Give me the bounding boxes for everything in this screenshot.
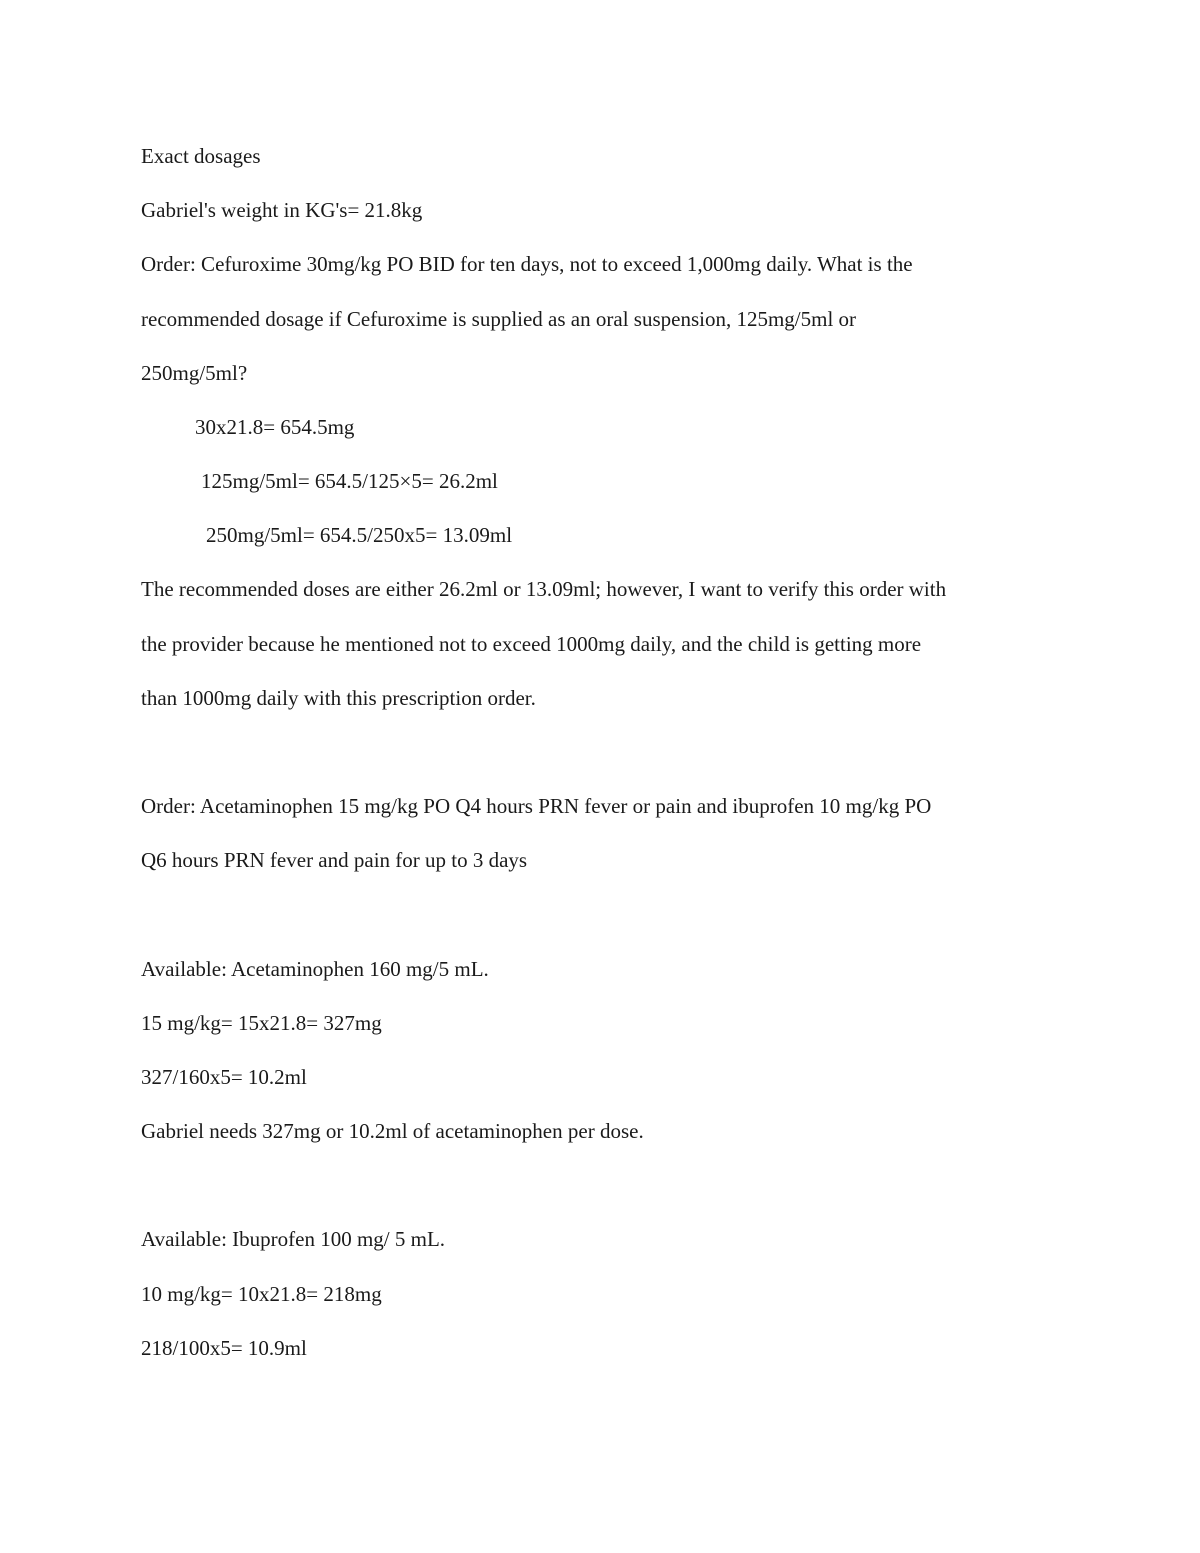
recommendation-line-3: than 1000mg daily with this prescription order. [141, 686, 536, 710]
acetaminophen-order-line-2: Q6 hours PRN fever and pain for up to 3 days [141, 848, 528, 872]
weight-line: Gabriel's weight in KG's= 21.8kg [141, 198, 423, 222]
acetaminophen-order-line-1: Order: Acetaminophen 15 mg/kg PO Q4 hours PRN fever or pain and ibuprofen 10 mg/kg PO [141, 794, 932, 818]
cefuroxime-calc-250: 250mg/5ml= 654.5/250x5= 13.09ml [206, 523, 513, 547]
ibuprofen-calc-ml: 218/100x5= 10.9ml [141, 1336, 307, 1360]
cefuroxime-calc-125: 125mg/5ml= 654.5/125×5= 26.2ml [201, 469, 498, 493]
recommendation-line-2: the provider because he mentioned not to exceed 1000mg daily, and the child is getting more [141, 632, 922, 656]
recommendation-line-1: The recommended doses are either 26.2ml or 13.09ml; however, I want to verify this order with [141, 577, 947, 601]
document-heading: Exact dosages [141, 144, 261, 168]
ibuprofen-calc-mg: 10 mg/kg= 10x21.8= 218mg [141, 1282, 382, 1306]
acetaminophen-calc-ml: 327/160x5= 10.2ml [141, 1065, 307, 1089]
cefuroxime-order-line-2: recommended dosage if Cefuroxime is supplied as an oral suspension, 125mg/5ml or [141, 307, 857, 331]
cefuroxime-calc-mg: 30x21.8= 654.5mg [195, 415, 355, 439]
acetaminophen-calc-mg: 15 mg/kg= 15x21.8= 327mg [141, 1011, 382, 1035]
ibuprofen-available: Available: Ibuprofen 100 mg/ 5 mL. [141, 1227, 446, 1251]
acetaminophen-available: Available: Acetaminophen 160 mg/5 mL. [141, 957, 489, 981]
acetaminophen-conclusion: Gabriel needs 327mg or 10.2ml of acetaminophen per dose. [141, 1119, 644, 1143]
cefuroxime-order-line-3: 250mg/5ml? [141, 361, 248, 385]
cefuroxime-order-line-1: Order: Cefuroxime 30mg/kg PO BID for ten days, not to exceed 1,000mg daily. What is the [141, 252, 913, 276]
